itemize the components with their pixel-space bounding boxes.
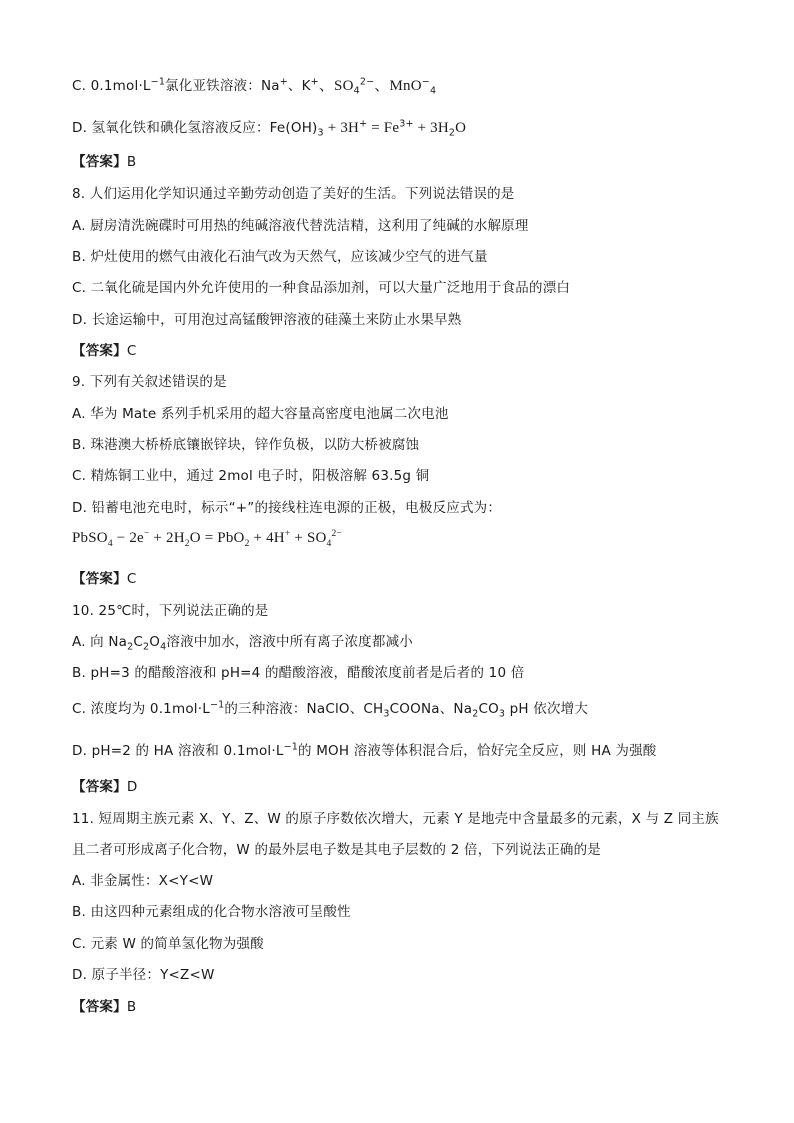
q8-option-b: B. 炉灶使用的燃气由液化石油气改为天然气，应该减少空气的进气量 xyxy=(72,249,488,265)
sup: 2− xyxy=(359,76,375,88)
sub: 4 xyxy=(160,641,167,653)
answer-value: D xyxy=(126,779,138,795)
text: 、MnO xyxy=(374,78,422,94)
sup: 3+ xyxy=(399,118,414,130)
q11-option-a: A. 非金属性：X<Y<W xyxy=(72,873,214,889)
sub: 3 xyxy=(383,708,390,720)
sup: − xyxy=(143,529,150,539)
sup: + xyxy=(279,76,288,88)
question-11-line-1: 11. 短周期主族元素 X、Y、Z、W 的原子序数依次增大，元素 Y 是地壳中含量最多的元素，X 与 Z 同主族 xyxy=(72,811,719,827)
text: O xyxy=(149,634,161,650)
text: C. 0.1mol·L xyxy=(72,78,151,94)
answer-label: 【答案】 xyxy=(72,999,127,1015)
text: O xyxy=(455,120,467,136)
q11-option-b: B. 由这四种元素组成的化合物水溶液可呈酸性 xyxy=(72,904,351,920)
sub: 4 xyxy=(107,539,113,549)
text: + 3H xyxy=(323,120,360,136)
q9-option-b: B. 珠港澳大桥桥底镶嵌锌块，锌作负极，以防大桥被腐蚀 xyxy=(72,437,420,453)
answer-8 xyxy=(72,339,136,359)
q7-option-c xyxy=(72,74,436,95)
sub: 4 xyxy=(326,539,332,549)
answer-label: 【答案】 xyxy=(72,779,127,795)
sub: 2 xyxy=(244,539,250,549)
sub: 4 xyxy=(353,85,360,97)
text: + SO xyxy=(290,530,327,546)
q9-option-d: D. 铅蓄电池充电时，标示“+”的接线柱连电源的正极，电极反应式为： xyxy=(72,500,502,516)
text: 的三种溶液：NaClO、CH xyxy=(224,701,384,717)
q11-option-c: C. 元素 W 的简单氢化物为强酸 xyxy=(72,936,264,952)
text: 、K xyxy=(287,78,311,94)
sub: 3 xyxy=(317,127,324,139)
sup: + xyxy=(310,76,319,88)
answer-9 xyxy=(72,567,136,587)
q11-option-d: D. 原子半径：Y<Z<W xyxy=(72,967,215,983)
q9-equation xyxy=(72,530,342,547)
sub: 2 xyxy=(184,539,190,549)
text: D. 氢氧化铁和碘化氢溶液反应：Fe(OH) xyxy=(72,120,318,136)
sub: 3 xyxy=(498,708,506,720)
sup: −1 xyxy=(150,76,166,88)
answer-value: B xyxy=(126,999,137,1015)
q10-option-d xyxy=(72,739,656,759)
q8-option-d: D. 长途运输中，可用泡过高锰酸钾溶液的硅藻土来防止水果早熟 xyxy=(72,312,462,328)
text: C xyxy=(133,634,144,650)
text: 氯化亚铁溶液：Na xyxy=(165,78,280,94)
sub: 2 xyxy=(127,641,134,653)
answer-11 xyxy=(72,995,136,1015)
text: 溶液中加水，溶液中所有离子浓度都减小 xyxy=(166,634,413,650)
text: 、SO xyxy=(318,78,354,94)
question-10: 10. 25℃时，下列说法正确的是 xyxy=(72,603,269,619)
q8-option-a: A. 厨房清洗碗碟时可用热的纯碱溶液代替洗洁精，这利用了纯碱的水解原理 xyxy=(72,218,529,234)
text: 的 MOH 溶液等体积混合后，恰好完全反应，则 HA 为强酸 xyxy=(298,743,657,759)
answer-value: B xyxy=(126,154,137,170)
answer-label: 【答案】 xyxy=(72,571,127,587)
sub: 2 xyxy=(472,708,479,720)
answer-10 xyxy=(72,775,137,795)
text: D. pH=2 的 HA 溶液和 0.1mol·L xyxy=(72,743,284,759)
sup: −1 xyxy=(283,741,298,753)
q9-option-c: C. 精炼铜工业中，通过 2mol 电子时，阳极溶解 63.5g 铜 xyxy=(72,468,430,484)
sup: −1 xyxy=(209,699,225,711)
answer-value: C xyxy=(126,343,137,359)
sub: 2 xyxy=(143,641,150,653)
text: COONa、Na xyxy=(389,701,473,717)
text: pH 依次增大 xyxy=(505,701,589,717)
text: − 2e xyxy=(112,530,144,546)
answer-value: C xyxy=(126,571,137,587)
sup: + xyxy=(284,529,291,539)
q9-option-a: A. 华为 Mate 系列手机采用的超大容量高密度电池属二次电池 xyxy=(72,406,449,422)
text: + 2H xyxy=(149,530,185,546)
question-8: 8. 人们运用化学知识通过辛勤劳动创造了美好的生活。下列说法错误的是 xyxy=(72,186,515,202)
answer-label: 【答案】 xyxy=(72,343,127,359)
sup: + xyxy=(359,118,368,130)
q8-option-c: C. 二氧化硫是国内外允许使用的一种食品添加剂，可以大量广泛地用于食品的漂白 xyxy=(72,280,571,296)
question-9: 9. 下列有关叙述错误的是 xyxy=(72,374,227,390)
sub: 4 xyxy=(429,85,437,97)
text: + 4H xyxy=(249,530,285,546)
sup: 2− xyxy=(331,529,343,539)
question-11-line-2: 且二者可形成离子化合物，W 的最外层电子数是其电子层数的 2 倍，下列说法正确的是 xyxy=(72,842,602,858)
sub: 2 xyxy=(448,127,456,139)
q10-option-a xyxy=(72,630,413,653)
q10-option-c xyxy=(72,697,589,720)
text: O = PbO xyxy=(189,530,245,546)
answer-7 xyxy=(72,150,136,170)
answer-label: 【答案】 xyxy=(72,154,127,170)
text: = Fe xyxy=(367,120,400,136)
text: A. 向 Na xyxy=(72,634,128,650)
text: PbSO xyxy=(72,530,108,546)
sup: − xyxy=(421,76,430,88)
text: CO xyxy=(478,701,499,717)
q10-option-b: B. pH=3 的醋酸溶液和 pH=4 的醋酸溶液，醋酸浓度前者是后者的 10 倍 xyxy=(72,665,525,681)
text: C. 浓度均为 0.1mol·L xyxy=(72,701,210,717)
q7-option-d xyxy=(72,116,466,137)
text: + 3H xyxy=(413,120,449,136)
